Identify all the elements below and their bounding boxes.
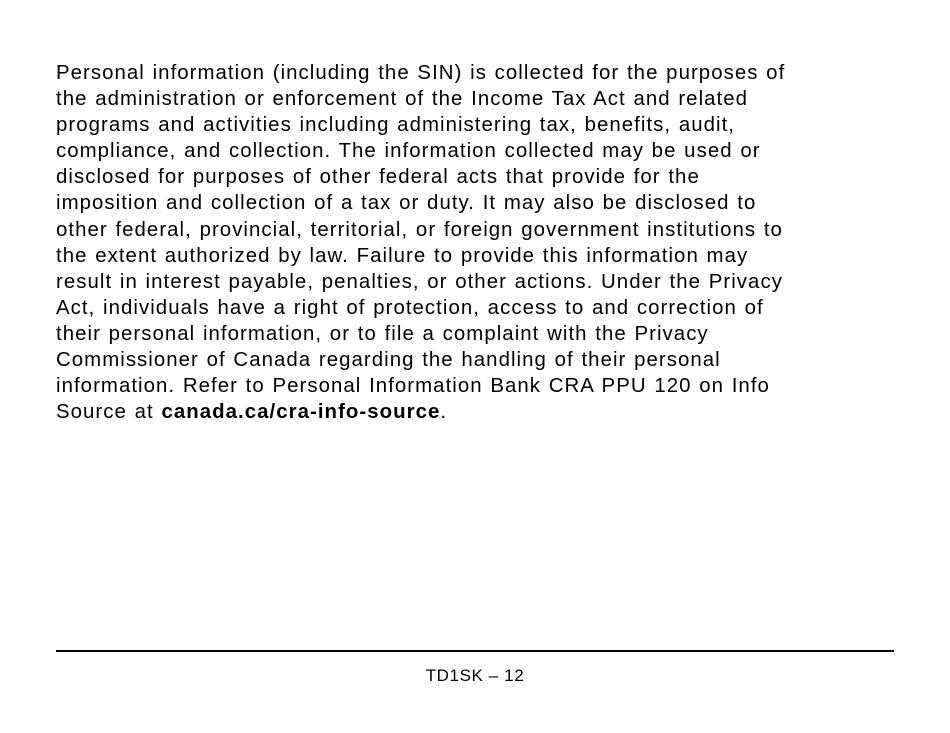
text-line: disclosed for purposes of other federal acts that provide for the [56,166,700,189]
text-line: other federal, provincial, territorial, or foreign government institutions to [56,218,783,241]
text-line: Commissioner of Canada regarding the handling of their personal [56,349,721,372]
privacy-notice [56,60,896,425]
text-line: the extent authorized by law. Failure to provide this information may [56,244,749,267]
text-line: their personal information, or to file a complaint with the Privacy [56,322,709,345]
text-line: information. Refer to Personal Information Bank CRA PPU 120 on Info [56,375,770,398]
text-line: the administration or enforcement of the Income Tax Act and related [56,88,749,111]
source-suffix: . [440,401,448,424]
text-line-last [56,399,896,425]
info-source-link[interactable]: canada.ca/cra-info-source [161,401,441,424]
footer-divider [56,650,894,652]
page-number: TD1SK – 12 [425,666,525,685]
text-line: Act, individuals have a right of protection, access to and correction of [56,296,764,319]
text-line: compliance, and collection. The information collected may be used or [56,140,761,163]
text-line: imposition and collection of a tax or duty. It may also be disclosed to [56,192,757,215]
privacy-notice-paragraph [56,60,896,425]
text-line: result in interest payable, penalties, or other actions. Under the Privacy [56,270,783,293]
source-prefix: Source at [56,401,162,424]
text-line: programs and activities including administering tax, benefits, audit, [56,114,736,137]
text-line: Personal information (including the SIN) is collected for the purposes of [56,62,786,84]
